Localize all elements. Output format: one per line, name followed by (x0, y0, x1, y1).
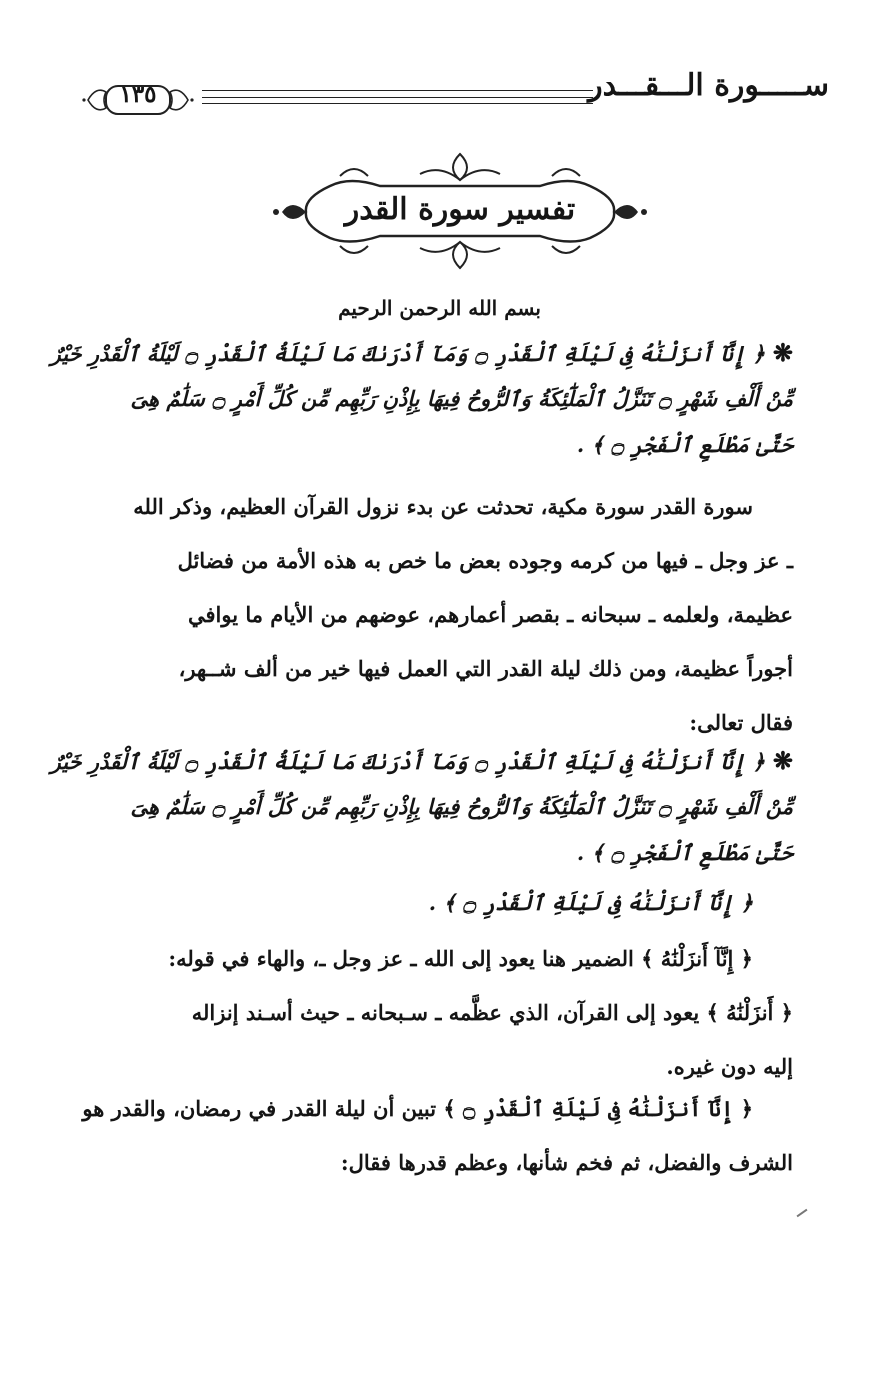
intro-paragraph (86, 480, 793, 750)
verse-line: مِّنْ أَلْفِ شَهْرٍ ۝ تَنَزَّلُ ٱلْمَلَٰٓئِكَةُ وَٱلرُّوحُ فِيهَا بِإِذْنِ رَبِّهِم مِّن كُلِّ أَمْرٍ ۝ سَلَٰمٌ هِىَ (130, 386, 793, 411)
surah-name-header: ســـــورة الـــقـــدر (588, 68, 829, 103)
verse-quote (86, 880, 793, 926)
verse-line: حَتَّىٰ مَطْلَعِ ٱلْفَجْرِ ۝ ﴾ . (576, 432, 793, 457)
verse-line: ❋﴿ إِنَّآ أَنزَلْنَٰهُ فِى لَيْلَةِ ٱلْقَدْرِ ۝ وَمَآ أَدْرَىٰكَ مَا لَيْلَةُ ٱلْقَدْرِ ۝ لَيْلَةُ ٱلْقَدْرِ خَيْرٌ (50, 338, 793, 367)
running-header (82, 62, 829, 132)
closing-paragraph (82, 1082, 793, 1190)
text-line: سورة القدر سورة مكية، تحدثت عن بدء نزول القرآن العظيم، وذكر الله (133, 494, 753, 519)
header-rule (202, 90, 593, 91)
verse-star-icon: ❋ (772, 746, 793, 775)
text-line: ﴿ إِنَّآ أَنزَلْنَٰهُ ﴾ الضمير هنا يعود إلى الله ـ عز وجل ـ، والهاء في قوله: (168, 946, 753, 971)
stray-pen-mark (797, 1209, 808, 1218)
basmala: بسم الله الرحمن الرحيم (338, 296, 541, 320)
header-rule (202, 97, 593, 98)
header-rule (202, 103, 593, 104)
text-line: ﴿ إِنَّآ أَنزَلْنَٰهُ فِى لَيْلَةِ ٱلْقَدْرِ ۝ ﴾ تبين أن ليلة القدر في رمضان، والقدر هو (82, 1096, 753, 1121)
text-line: ـ عز وجل ـ فيها من كرمه وجوده بعض ما خص به هذه الأمة من فضائل (177, 548, 793, 573)
chapter-title: تفسير سورة القدر (344, 192, 576, 227)
verse-line: مِّنْ أَلْفِ شَهْرٍ ۝ تَنَزَّلُ ٱلْمَلَٰٓئِكَةُ وَٱلرُّوحُ فِيهَا بِإِذْنِ رَبِّهِم مِّن كُلِّ أَمْرٍ ۝ سَلَٰمٌ هِىَ (130, 794, 793, 819)
verse-star-icon: ❋ (772, 338, 793, 367)
text-line: إليه دون غيره. (666, 1054, 793, 1079)
text-line: ﴿ أَنزَلْنَٰهُ ﴾ يعود إلى القرآن، الذي عظَّمه ـ سـبحانه ـ حيث أسـند إنزاله (191, 1000, 793, 1025)
text-line: عظيمة، ولعلمه ـ سبحانه ـ بقصر أعمارهم، عوضهم من الأيام ما يوافي (187, 602, 793, 627)
commentary-paragraph (86, 932, 793, 1094)
verses-block (50, 330, 793, 468)
verses-block (50, 738, 793, 876)
verse-line: ﴿ إِنَّآ أَنزَلْنَٰهُ فِى لَيْلَةِ ٱلْقَدْرِ ۝ ﴾ . (428, 890, 753, 915)
text-line: فقال تعالى: (689, 710, 793, 735)
text-line: أجوراً عظيمة، ومن ذلك ليلة القدر التي العمل فيها خير من ألف شــهر، (178, 656, 793, 681)
page-number: ١٣٥ (119, 81, 157, 108)
verse-line: حَتَّىٰ مَطْلَعِ ٱلْفَجْرِ ۝ ﴾ . (576, 840, 793, 865)
text-line: الشرف والفضل، ثم فخم شأنها، وعظم قدرها فقال: (340, 1150, 793, 1175)
verse-line: ❋﴿ إِنَّآ أَنزَلْنَٰهُ فِى لَيْلَةِ ٱلْقَدْرِ ۝ وَمَآ أَدْرَىٰكَ مَا لَيْلَةُ ٱلْقَدْرِ ۝ لَيْلَةُ ٱلْقَدْرِ خَيْرٌ (50, 746, 793, 775)
